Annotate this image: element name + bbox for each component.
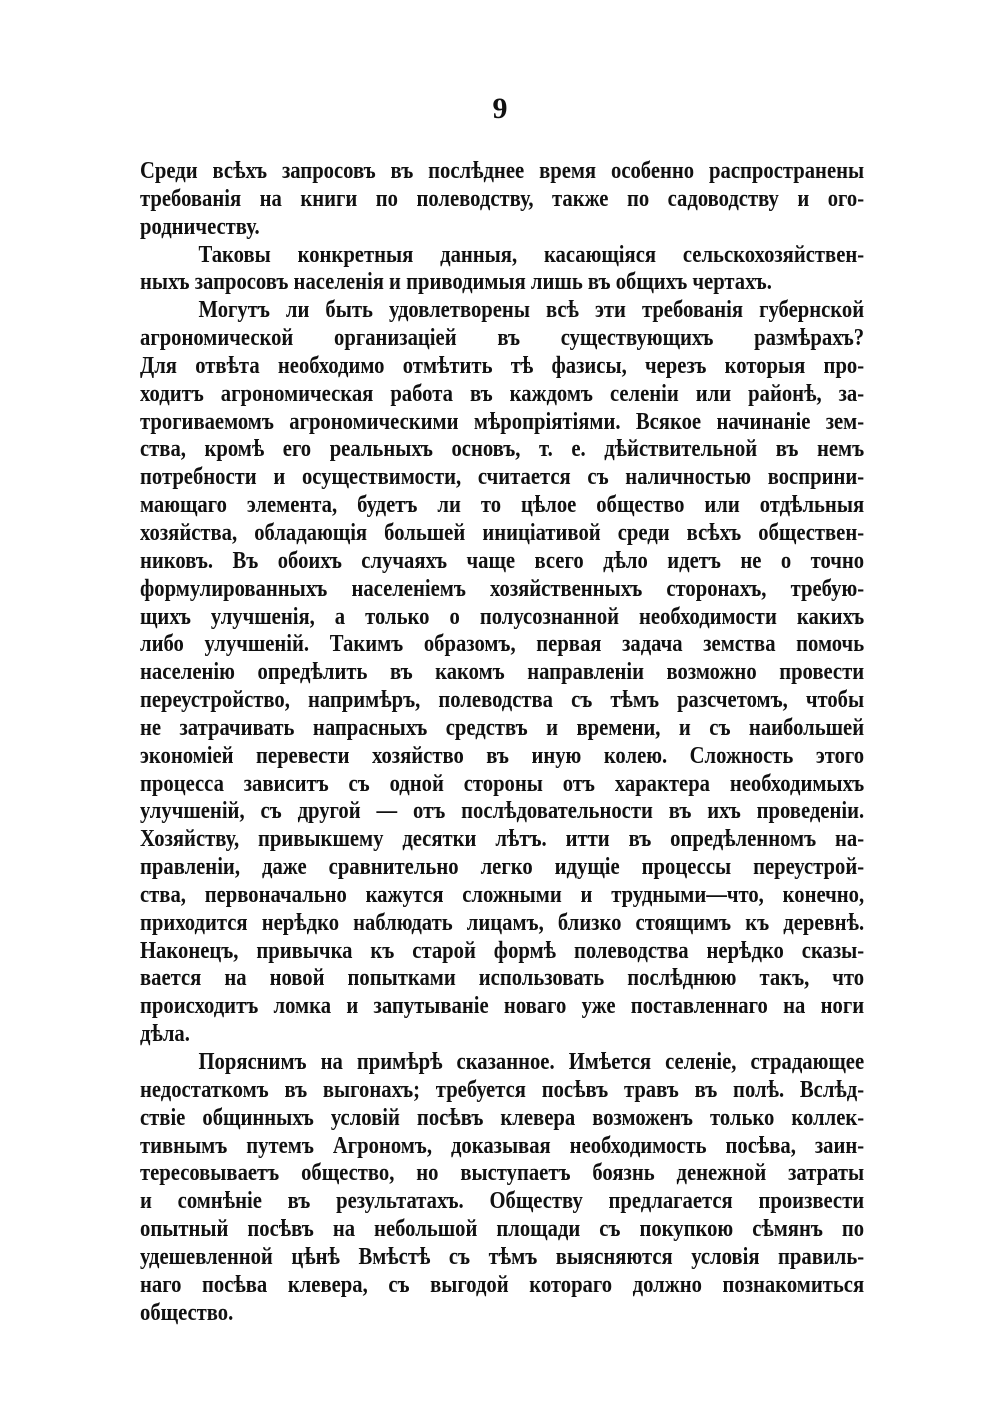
text-line: родничеству. [140, 213, 260, 240]
text-line: щихъ улучшенія, а только о полусознанной необходимости какихъ [140, 603, 865, 630]
text-line: тивнымъ путемъ Агрономъ, доказывая необходимость посѣва, заин- [140, 1132, 865, 1159]
text-line: ныхъ запросовъ населенія и приводимыя лишь въ общихъ чертахъ. [140, 269, 772, 296]
text-line: опытный посѣвъ на небольшой площади съ покупкою сѣмянъ по [140, 1216, 865, 1243]
text-line: ства, первоначально кажутся сложными и трудными—что, конечно, [140, 881, 865, 908]
text-line: Наконецъ, привычка къ старой формѣ полеводства нерѣдко сказы- [140, 937, 865, 964]
text-line: трогиваемомъ агрономическими мѣропріятіями. Всякое начинаніе зем- [140, 408, 865, 435]
text-line: не затрачивать напрасныхъ средствъ и времени, и съ наибольшей [140, 714, 865, 741]
page-number: 9 [492, 92, 508, 125]
text-line: процесса зависитъ съ одной стороны отъ характера необходимыхъ [140, 770, 865, 797]
text-line: ства, кромѣ его реальныхъ основъ, т. е. дѣйствительной въ немъ [140, 436, 865, 463]
text-line: наго посѣва клевера, съ выгодой котораго должно познакомиться [140, 1271, 865, 1298]
text-line: Для отвѣта необходимо отмѣтить тѣ фазисы, черезъ которыя про- [140, 352, 865, 379]
text-line: либо улучшеній. Такимъ образомъ, первая задача земства помочь [140, 631, 865, 658]
body-text [140, 158, 864, 1327]
text-line: агрономической организаціей въ существующихъ размѣрахъ? [140, 325, 865, 352]
text-line: Среди всѣхъ запросовъ въ послѣднее время особенно распространены [140, 158, 865, 184]
text-line: хозяйства, обладающія большей иниціативой среди всѣхъ обществен- [140, 519, 865, 546]
text-line: Хозяйству, привыкшему десятки лѣтъ. итти въ опредѣленномъ на- [140, 826, 865, 853]
text-line: формулированныхъ населеніемъ хозяйственныхъ сторонахъ, требую- [140, 575, 865, 602]
text-line: потребности и осуществимости, считается съ наличностью восприни- [140, 464, 865, 491]
text-line: удешевленной цѣнѣ Вмѣстѣ съ тѣмъ выясняются условія правиль- [140, 1243, 865, 1270]
text-line: переустройство, напримѣръ, полеводства съ тѣмъ разсчетомъ, чтобы [140, 687, 865, 714]
text-line: никовъ. Въ обоихъ случаяхъ чаще всего дѣло идетъ не о точно [140, 547, 865, 574]
text-line: экономіей перевести хозяйство въ иную колею. Сложность этого [140, 742, 865, 769]
text-line: и сомнѣніе въ результатахъ. Обществу предлагается произвести [140, 1188, 865, 1215]
text-line: мающаго элемента, будетъ ли то цѣлое общество или отдѣльныя [140, 492, 865, 519]
text-line: требованія на книги по полеводству, также по садоводству и ого- [140, 185, 865, 212]
paragraph [140, 242, 864, 298]
text-line: улучшеній, съ другой — отъ послѣдовательности въ ихъ проведеніи. [140, 798, 865, 825]
text-line: Поряснимъ на примѣрѣ сказанное. Имѣется селеніе, страдающее [198, 1049, 865, 1075]
text-line: дѣла. [140, 1021, 190, 1048]
text-line: происходитъ ломка и запутываніе новаго уже поставленнаго на ноги [140, 993, 865, 1020]
paragraph [140, 297, 864, 1049]
paragraph [140, 1049, 864, 1327]
text-line: ходитъ агрономическая работа въ каждомъ селеніи или районѣ, за- [140, 380, 865, 407]
text-line: недостаткомъ въ выгонахъ; требуется посѣвъ травъ въ полѣ. Вслѣд- [140, 1076, 865, 1103]
text-line: общество. [140, 1299, 234, 1326]
text-line: ствіе общинныхъ условій посѣвъ клевера возможенъ только коллек- [140, 1104, 865, 1131]
text-line: населенію опредѣлить въ какомъ направленіи возможно провести [140, 659, 865, 686]
paragraph [140, 158, 864, 242]
text-line: приходится нерѣдко наблюдать лицамъ, близко стоящимъ къ деревнѣ. [140, 909, 865, 936]
text-line: тересовываетъ общество, но выступаетъ боязнь денежной затраты [140, 1160, 865, 1187]
text-line: вается на новой попытками использовать послѣднюю такъ, что [140, 965, 865, 992]
text-line: Могутъ ли быть удовлетворены всѣ эти требованія губернской [198, 297, 865, 324]
text-line: правленіи, даже сравнительно легко идущіе процессы переустрой- [140, 854, 865, 881]
text-line: Таковы конкретныя данныя, касающіяся сельскохозяйствен- [198, 241, 865, 268]
